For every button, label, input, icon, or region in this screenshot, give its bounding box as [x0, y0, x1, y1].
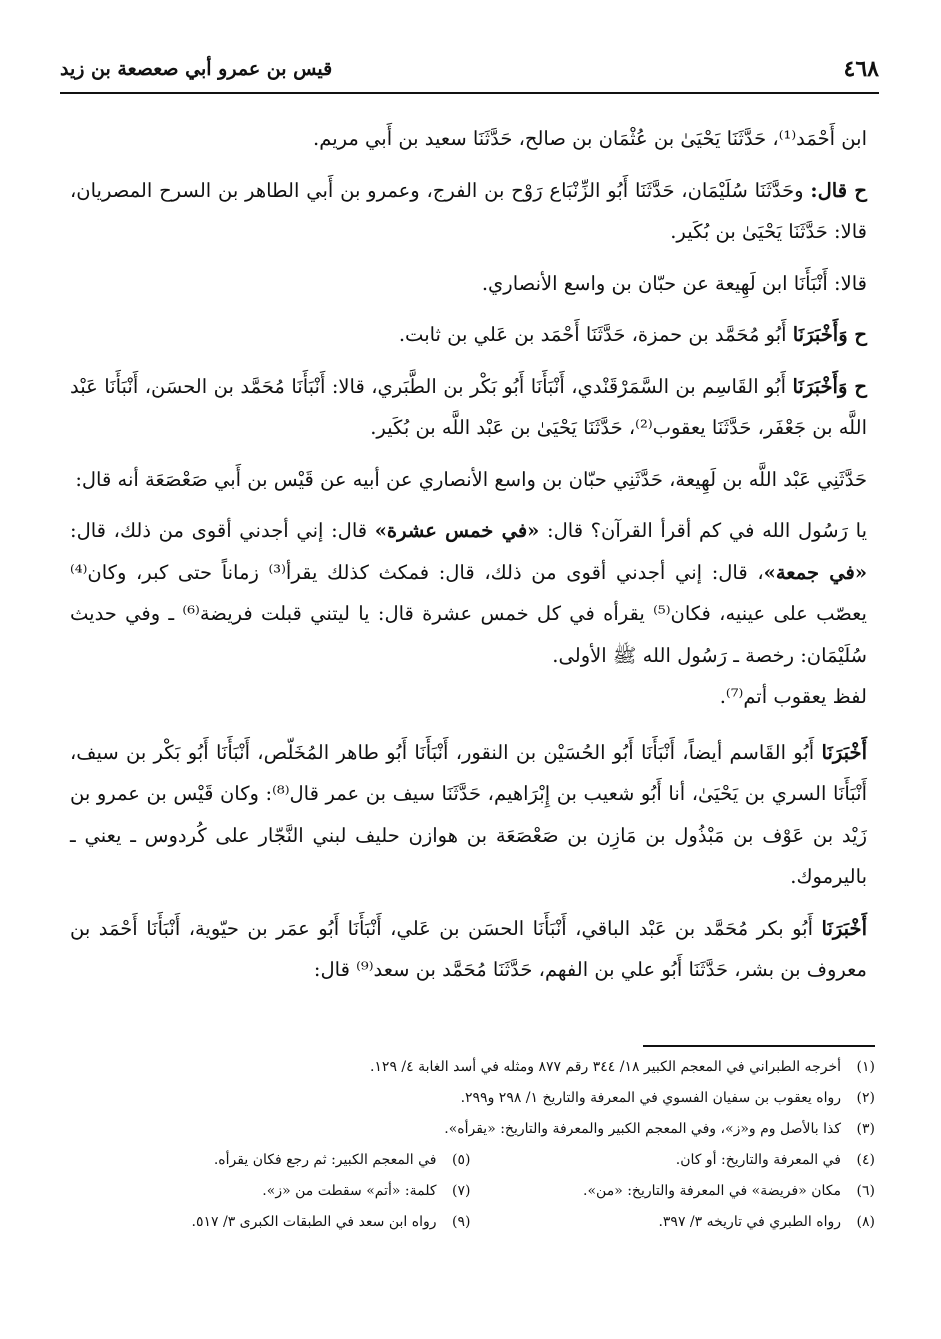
- footnote-4: [471, 1145, 876, 1176]
- footnote-text: رواه يعقوب بن سفيان الفسوي في المعرفة والتاريخ ١/ ٢٩٨ و٢٩٩.: [460, 1090, 841, 1106]
- paragraph-text: أَبُو القَاسِم بن السَّمَرْقَنْدي، أَنْبَأَنَا أَبُو بَكْر بن الطَّبَري، قالا: أَنْبَأَنَا مُحَمَّد بن الحسَن، أَنْبَأَنَا عَبْد اللَّه بن جَعْفَر، حَدَّثَنَا يعقوب⁽²⁾، حَدَّثَنَا يَحْيَىٰ بن عَبْد اللَّه بن بُكَير.: [70, 374, 867, 439]
- paragraph-text: ابن أَحْمَد⁽¹⁾، حَدَّثَنَا يَحْيَىٰ بن عُثْمَان بن صالح، حَدَّثَنَا سعيد بن أَبي مريم.: [313, 127, 867, 150]
- footnote-number: (٢): [856, 1090, 875, 1106]
- footnote-6: [471, 1176, 876, 1207]
- footnote-line: [66, 1176, 875, 1207]
- footnote-line: [66, 1114, 875, 1145]
- footnote-number: (٥): [452, 1152, 471, 1168]
- chain-marker: ح وَأَخْبَرَنَا: [792, 374, 867, 398]
- page-number: ٤٦٨: [843, 56, 879, 82]
- footnote-number: (٦): [856, 1183, 875, 1199]
- paragraph-text: لفظ يعقوب أتم⁽⁷⁾.: [719, 685, 867, 708]
- paragraph-text: قال: إني أجدني أقوى من ذلك، قال:: [70, 519, 368, 542]
- footnote-1: [370, 1052, 875, 1083]
- footnote-line: [66, 1145, 875, 1176]
- footnote-line: [66, 1083, 875, 1114]
- footnote-number: (٩): [452, 1214, 471, 1230]
- paragraph-text: حَدَّثَنِي عَبْد اللَّه بن لَهِيعة، حَدَّثَنِي حبّان بن واسع الأنصاري عن أبيه عن قَيْس بن أَبي صَعْصَعَة أنه قال:: [75, 467, 867, 491]
- footnote-3: [444, 1114, 875, 1145]
- paragraph: [70, 314, 867, 356]
- footnote-number: (٤): [856, 1152, 875, 1168]
- paragraph: [70, 676, 867, 718]
- footnote-text: كلمة: «أتم» سقطت من «ز».: [262, 1183, 437, 1199]
- chain-marker: ح قال:: [810, 178, 867, 202]
- footnote-line: [66, 1207, 875, 1238]
- page-header: [60, 56, 879, 94]
- footnote-number: (١): [856, 1059, 875, 1075]
- paragraph: [70, 170, 867, 253]
- footnote-text: في المعرفة والتاريخ: أو كان.: [675, 1152, 841, 1168]
- footnote-7: [66, 1176, 471, 1207]
- paragraph: [70, 459, 867, 501]
- footnote-number: (٧): [452, 1183, 471, 1199]
- footnote-5: [66, 1145, 471, 1176]
- footnote-text: أخرجه الطبراني في المعجم الكبير ١٨/ ٣٤٤ رقم ٨٧٧ ومثله في أسد الغابة ٤/ ١٢٩.: [369, 1059, 841, 1075]
- paragraph-text: أَبُو مُحَمَّد بن حمزة، حَدَّثَنَا أَحْمَد بن عَلي بن ثابت.: [398, 323, 787, 346]
- chain-marker: أَخْبَرَنَا: [821, 740, 867, 764]
- hadith-text: [70, 510, 867, 676]
- footnote-separator: [643, 1045, 875, 1047]
- footnotes: [66, 1052, 875, 1238]
- paragraph: [70, 732, 867, 898]
- paragraph-text: يا رَسُول الله في كم أقرأ القرآن؟ قال:: [547, 519, 867, 542]
- paragraph: [70, 118, 867, 160]
- running-title: قيس بن عمرو أبي صعصعة بن زيد: [60, 58, 333, 80]
- paragraph-text: قالا: أَنْبَأَنَا ابن لَهِيعة عن حبّان بن واسع الأنصاري.: [481, 271, 867, 295]
- footnote-line: [66, 1052, 875, 1083]
- footnote-number: (٨): [856, 1214, 875, 1230]
- footnote-number: (٣): [856, 1121, 875, 1137]
- footnote-text: مكان «فريضة» في المعرفة والتاريخ: «من».: [583, 1183, 841, 1199]
- paragraph: [70, 263, 867, 305]
- footnote-text: رواه الطبري في تاريخه ٣/ ٣٩٧.: [658, 1214, 841, 1230]
- footnote-text: رواه ابن سعد في الطبقات الكبرى ٣/ ٥١٧.: [191, 1214, 437, 1230]
- paragraph: [70, 908, 867, 991]
- chain-marker: ح وَأَخْبَرَنَا: [792, 323, 867, 346]
- paragraph-text: وحَدَّثَنَا سُلَيْمَان، حَدَّثَنَا أَبُو الزِّنْبَاع رَوْح بن الفرج، وعمرو بن أَبي الطاهر بن السرح المصريان، قالا: حَدَّثَنَا يَحْيَىٰ بن بُكَير.: [70, 178, 867, 243]
- paragraph-text: أَبُو بكر مُحَمَّد بن عَبْد الباقي، أَنْبَأَنَا الحسَن بن عَلي، أَنْبَأَنَا أَبُو عمَر بن حيّوية، أَنْبَأَنَا أَحْمَد بن معروف بن بشر، حَدَّثَنَا أَبُو علي بن الفهم، حَدَّثَنَا مُحَمَّد بن سعد⁽⁹⁾ قال:: [70, 916, 867, 981]
- paragraph-text: ، قال: إني أجدني أقوى من ذلك، قال: فمكث كذلك يقرأ⁽³⁾ زماناً حتى كبر، وكان⁽⁴⁾ يعصّب على عينيه، فكان⁽⁵⁾ يقرأه في كل خمس عشرة قال: يا ليتني قبلت فريضة⁽⁶⁾ ـ وفي حديث سُلَيْمَان: رخصة ـ رَسُول الله ﷺ الأولى.: [70, 560, 867, 667]
- main-text: [70, 118, 867, 991]
- footnote-9: [66, 1207, 471, 1238]
- paragraph: [70, 366, 867, 449]
- footnote-8: [471, 1207, 876, 1238]
- paragraph-text: أَبُو القَاسم أيضاً، أَنْبَأَنَا أَبُو الحُسَيْن بن النقور، أَنْبَأَنَا أَبُو طاهر المُخَلّص، أَنْبَأَنَا أَبُو بَكْر بن سيف، أَنْبَأَنَا السري بن يَحْيَىٰ، أنا أَبُو شعيب بن إِبْرَاهيم، حَدَّثَنَا سيف بن عمر قال⁽⁸⁾: وكان قَيْس بن عمرو بن زَيْد بن عَوْف بن مَبْذُول بن مَازِن بن صَعْصَعَة بن هوازن حليف لبني النَّجّار على كُردوس ـ يعني ـ باليرموك.: [70, 740, 867, 888]
- prophet-quote: «في جمعة»: [763, 560, 868, 584]
- chain-marker: أَخْبَرَنَا: [821, 916, 867, 940]
- footnote-2: [461, 1083, 875, 1114]
- footnote-text: في المعجم الكبير: ثم رجع فكان يقرأه.: [213, 1152, 437, 1168]
- prophet-quote: «في خمس عشرة»: [374, 519, 540, 542]
- footnote-text: كذا بالأصل وم و«ز»، وفي المعجم الكبير والمعرفة والتاريخ: «يقرأه».: [444, 1121, 841, 1137]
